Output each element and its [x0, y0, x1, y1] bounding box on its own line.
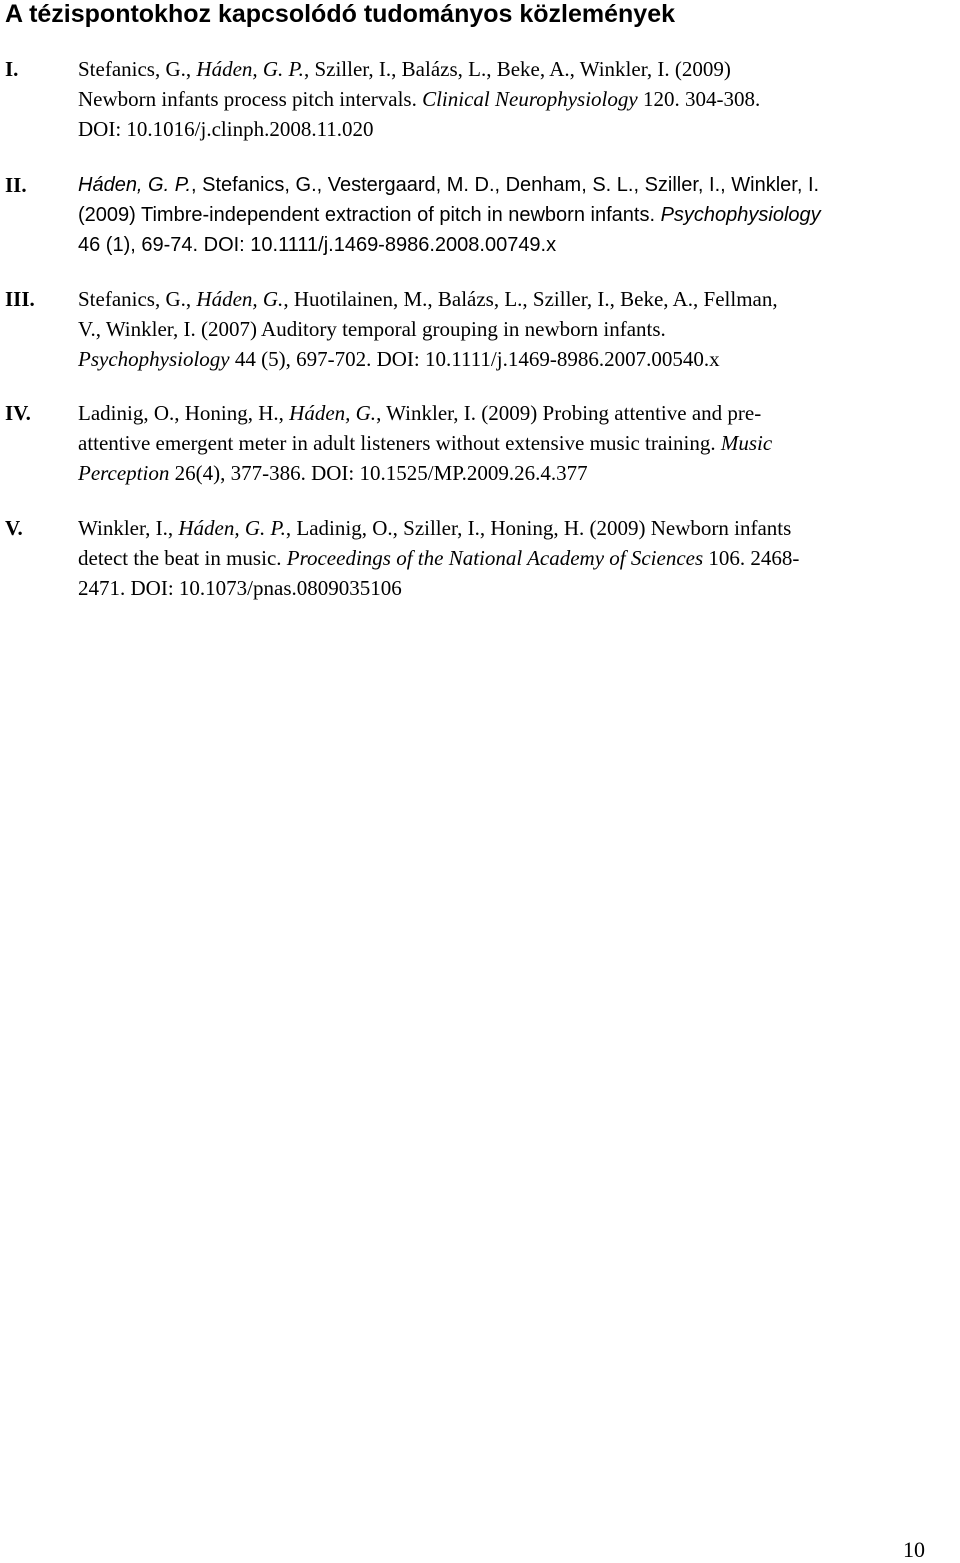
reference-segment: , Winkler, I. (2009) Probing attentive and pre- — [376, 401, 762, 425]
reference-text — [78, 284, 778, 374]
page-number: 10 — [903, 1537, 925, 1562]
reference-segment: , Sziller, I., Balázs, L., Beke, A., Winkler, I. (2009) — [303, 57, 731, 81]
journal-name: Clinical Neurophysiology — [422, 87, 638, 111]
author-highlight: Háden, G. P. — [178, 516, 286, 540]
reference-segment: , Huotilainen, M., Balázs, L., Sziller, I., Beke, A., Fellman, — [283, 287, 778, 311]
doi-text: 2471. DOI: 10.1073/pnas.0809035106 — [78, 576, 402, 600]
reference-segment: 106. 2468- — [703, 546, 800, 570]
reference-text — [78, 54, 760, 144]
entry-number: IV. — [5, 401, 31, 425]
reference-segment: detect the beat in music. — [78, 546, 287, 570]
entry-number: I. — [5, 57, 19, 81]
reference-line — [78, 344, 778, 374]
reference-line — [78, 200, 821, 230]
reference-segment: attentive emergent meter in adult listeners without extensive music training. — [78, 431, 721, 455]
reference-line — [78, 170, 821, 200]
entry-number: III. — [5, 287, 35, 311]
reference-line — [78, 54, 760, 84]
reference-line — [78, 114, 760, 144]
doi-text: DOI: 10.1016/j.clinph.2008.11.020 — [78, 117, 374, 141]
reference-line — [78, 398, 772, 428]
reference-segment: Ladinig, O., Honing, H., — [78, 401, 290, 425]
entry-number: V. — [5, 516, 23, 540]
reference-line — [78, 543, 799, 573]
reference-text — [78, 398, 772, 488]
reference-text — [78, 513, 799, 603]
reference-segment: , Ladinig, O., Sziller, I., Honing, H. (2009) Newborn infants — [285, 516, 792, 540]
reference-line — [78, 458, 772, 488]
journal-name: Psychophysiology — [78, 347, 230, 371]
reference-line — [78, 284, 778, 314]
reference-text — [78, 170, 821, 260]
reference-line — [78, 84, 760, 114]
journal-name: Perception — [78, 461, 170, 485]
author-highlight: Háden, G. P. — [78, 174, 192, 196]
reference-line — [78, 314, 778, 344]
reference-line — [78, 428, 772, 458]
reference-segment: Stefanics, G., — [78, 57, 197, 81]
journal-name: Psychophysiology — [660, 204, 821, 226]
reference-segment: , Stefanics, G., Vestergaard, M. D., Denham, S. L., Sziller, I., Winkler, I. — [191, 174, 820, 196]
journal-name: Proceedings of the National Academy of Sciences — [286, 546, 704, 570]
author-highlight: Háden, G. P. — [196, 57, 304, 81]
doi-text: 26(4), 377-386. DOI: 10.1525/MP.2009.26.4.377 — [169, 461, 588, 485]
reference-segment: 120. 304-308. — [637, 87, 761, 111]
doi-text: 44 (5), 697-702. DOI: 10.1111/j.1469-8986.2007.00540.x — [229, 347, 720, 371]
reference-segment: (2009) Timbre-independent extraction of pitch in newborn infants. — [78, 204, 661, 226]
reference-line — [78, 573, 799, 603]
page-title: A tézispontokhoz kapcsolódó tudományos közlemények — [5, 0, 676, 28]
reference-segment: V., Winkler, I. (2007) Auditory temporal grouping in newborn infants. — [78, 317, 666, 341]
doi-text: 46 (1), 69-74. DOI: 10.1111/j.1469-8986.2008.00749.x — [78, 234, 557, 256]
reference-line — [78, 513, 799, 543]
journal-name: Music — [720, 431, 773, 455]
author-highlight: Háden, G. — [196, 287, 284, 311]
reference-line — [78, 230, 821, 260]
author-highlight: Háden, G. — [289, 401, 377, 425]
reference-segment: Winkler, I., — [78, 516, 179, 540]
entry-number: II. — [5, 173, 27, 197]
reference-segment: Newborn infants process pitch intervals. — [78, 87, 423, 111]
reference-segment: Stefanics, G., — [78, 287, 197, 311]
